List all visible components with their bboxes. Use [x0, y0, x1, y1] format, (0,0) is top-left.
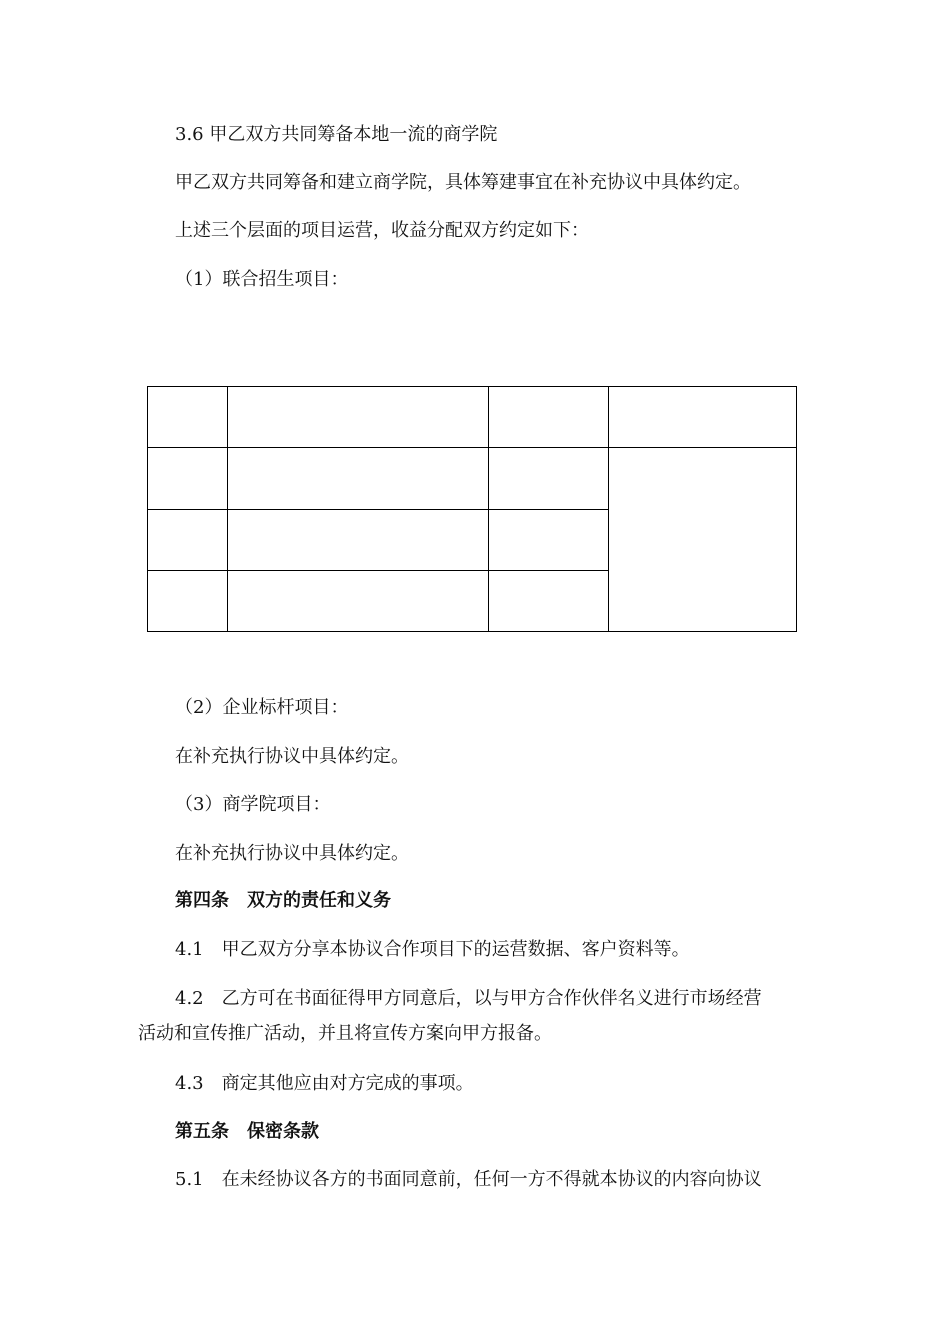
table-border: [488, 386, 489, 632]
table-border: [147, 386, 148, 632]
paragraph: 甲乙双方共同筹备和建立商学院，具体筹建事宜在补充协议中具体约定。: [175, 172, 751, 193]
table-border: [147, 447, 797, 448]
paragraph: 在补充执行协议中具体约定。: [175, 843, 409, 864]
table-border: [147, 509, 609, 510]
clause-4-1: 4.1 甲乙双方分享本协议合作项目下的运营数据、客户资料等。: [175, 939, 690, 960]
clause-4-3: 4.3 商定其他应由对方完成的事项。: [175, 1073, 474, 1094]
list-item: （2）企业标杆项目：: [175, 697, 349, 718]
list-item: （1）联合招生项目：: [175, 269, 349, 290]
section-3-6-heading: 3.6 甲乙双方共同筹备本地一流的商学院: [175, 124, 498, 145]
table-border: [796, 386, 797, 632]
paragraph: 在补充执行协议中具体约定。: [175, 746, 409, 767]
table-border: [227, 386, 228, 632]
paragraph: 上述三个层面的项目运营，收益分配双方约定如下：: [175, 220, 589, 241]
clause-4-2-continued: 活动和宣传推广活动，并且将宣传方案向甲方报备。: [138, 1023, 552, 1044]
list-item: （3）商学院项目：: [175, 794, 331, 815]
revenue-table: [147, 386, 797, 632]
table-border: [147, 631, 797, 632]
clause-5-1: 5.1 在未经协议各方的书面同意前，任何一方不得就本协议的内容向协议: [175, 1169, 762, 1190]
clause-4-2: 4.2 乙方可在书面征得甲方同意后，以与甲方合作伙伴名义进行市场经营: [175, 988, 762, 1009]
table-border: [147, 570, 609, 571]
table-border: [608, 386, 609, 632]
article-4-heading: 第四条 双方的责任和义务: [175, 890, 391, 911]
article-5-heading: 第五条 保密条款: [175, 1121, 319, 1142]
table-border: [147, 386, 797, 387]
